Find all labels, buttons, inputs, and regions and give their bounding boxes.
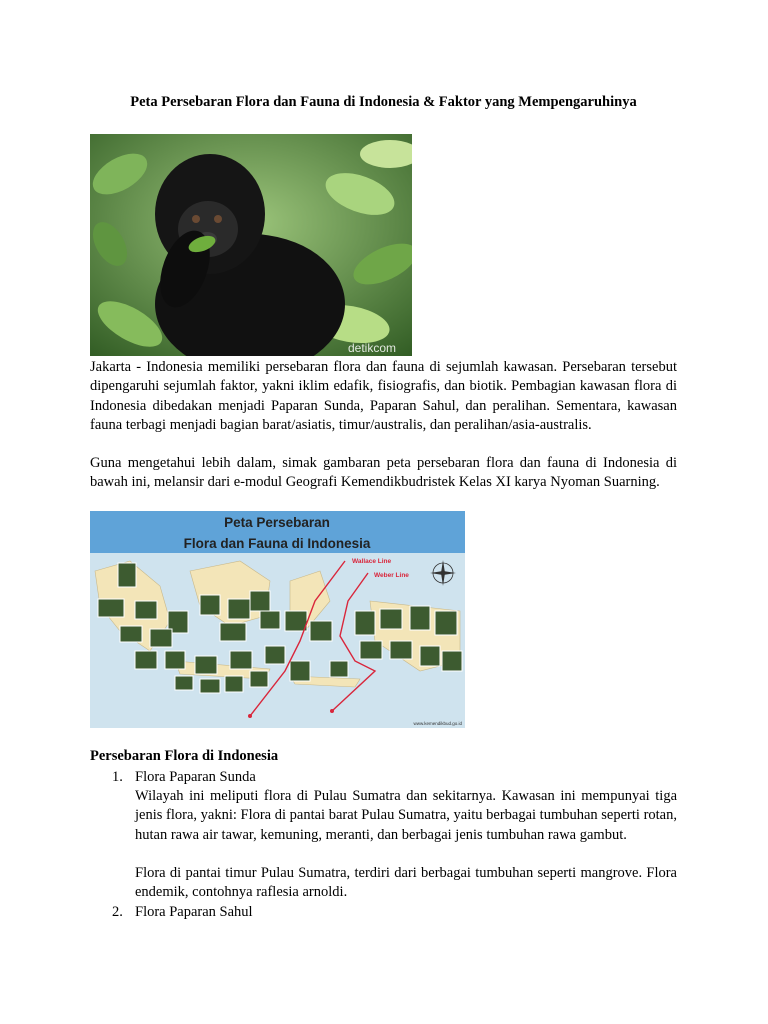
photo-watermark: detikcom xyxy=(348,341,397,355)
second-paragraph: Guna mengetahui lebih dalam, simak gambaran peta persebaran flora dan fauna di Indonesia di bawah ini, melansir dari e-modul Geografi Kemendikbudristek Kelas XI karya Nyoman Suarning. xyxy=(90,455,677,491)
list-item-label-2: Flora Paparan Sahul xyxy=(135,904,253,920)
section-title: Persebaran Flora di Indonesia xyxy=(90,748,279,764)
list-item-number-1: 1. xyxy=(112,769,123,785)
distribution-map xyxy=(90,511,465,728)
list-item-paragraph-1b: Flora di pantai timur Pulau Sumatra, terdiri dari berbagai tumbuhan seperti mangrove. Flora endemik, contohnya raflesia arnoldi. xyxy=(135,865,677,901)
list-item-label-1: Flora Paparan Sunda xyxy=(135,769,256,785)
intro-paragraph: Jakarta - Indonesia memiliki persebaran flora dan fauna di sejumlah kawasan. Persebaran tersebut dipengaruhi sejumlah faktor, yakni iklim edafik, fisiografis, dan biotik. Pembagian kawasan flora di Indonesia dibedakan menjadi Paparan Sunda, Paparan Sahul, dan peralihan. Sementara, kawasan fauna terbagi menjadi bagian barat/asiatis, timur/australis, dan peralihan/asia-australis. xyxy=(90,359,677,433)
list-item-paragraph-1a: Wilayah ini meliputi flora di Pulau Sumatra dan sekitarnya. Kawasan ini mempunyai tiga jenis flora, yakni: Flora di pantai barat Pulau Sumatra, yaitu berbagai tumbuhan seperti rotan, hutan rawa air tawar, kemuning, meranti, dan berbagai jenis tumbuhan rawa gambut. xyxy=(135,788,677,843)
map-title-line1: Peta Persebaran xyxy=(224,515,330,530)
map-illustration xyxy=(90,511,465,728)
monkey-photo xyxy=(90,134,412,356)
map-credit: www.kemendikbud.go.id xyxy=(413,721,462,726)
list-item-number-2: 2. xyxy=(112,904,123,920)
article-title: Peta Persebaran Flora dan Fauna di Indonesia & Faktor yang Mempengaruhinya xyxy=(130,94,637,110)
monkey-illustration xyxy=(90,134,412,356)
wallace-line-label: Wallace Line xyxy=(352,558,392,565)
map-title-line2: Flora dan Fauna di Indonesia xyxy=(183,536,371,551)
weber-line-label: Weber Line xyxy=(374,572,409,579)
